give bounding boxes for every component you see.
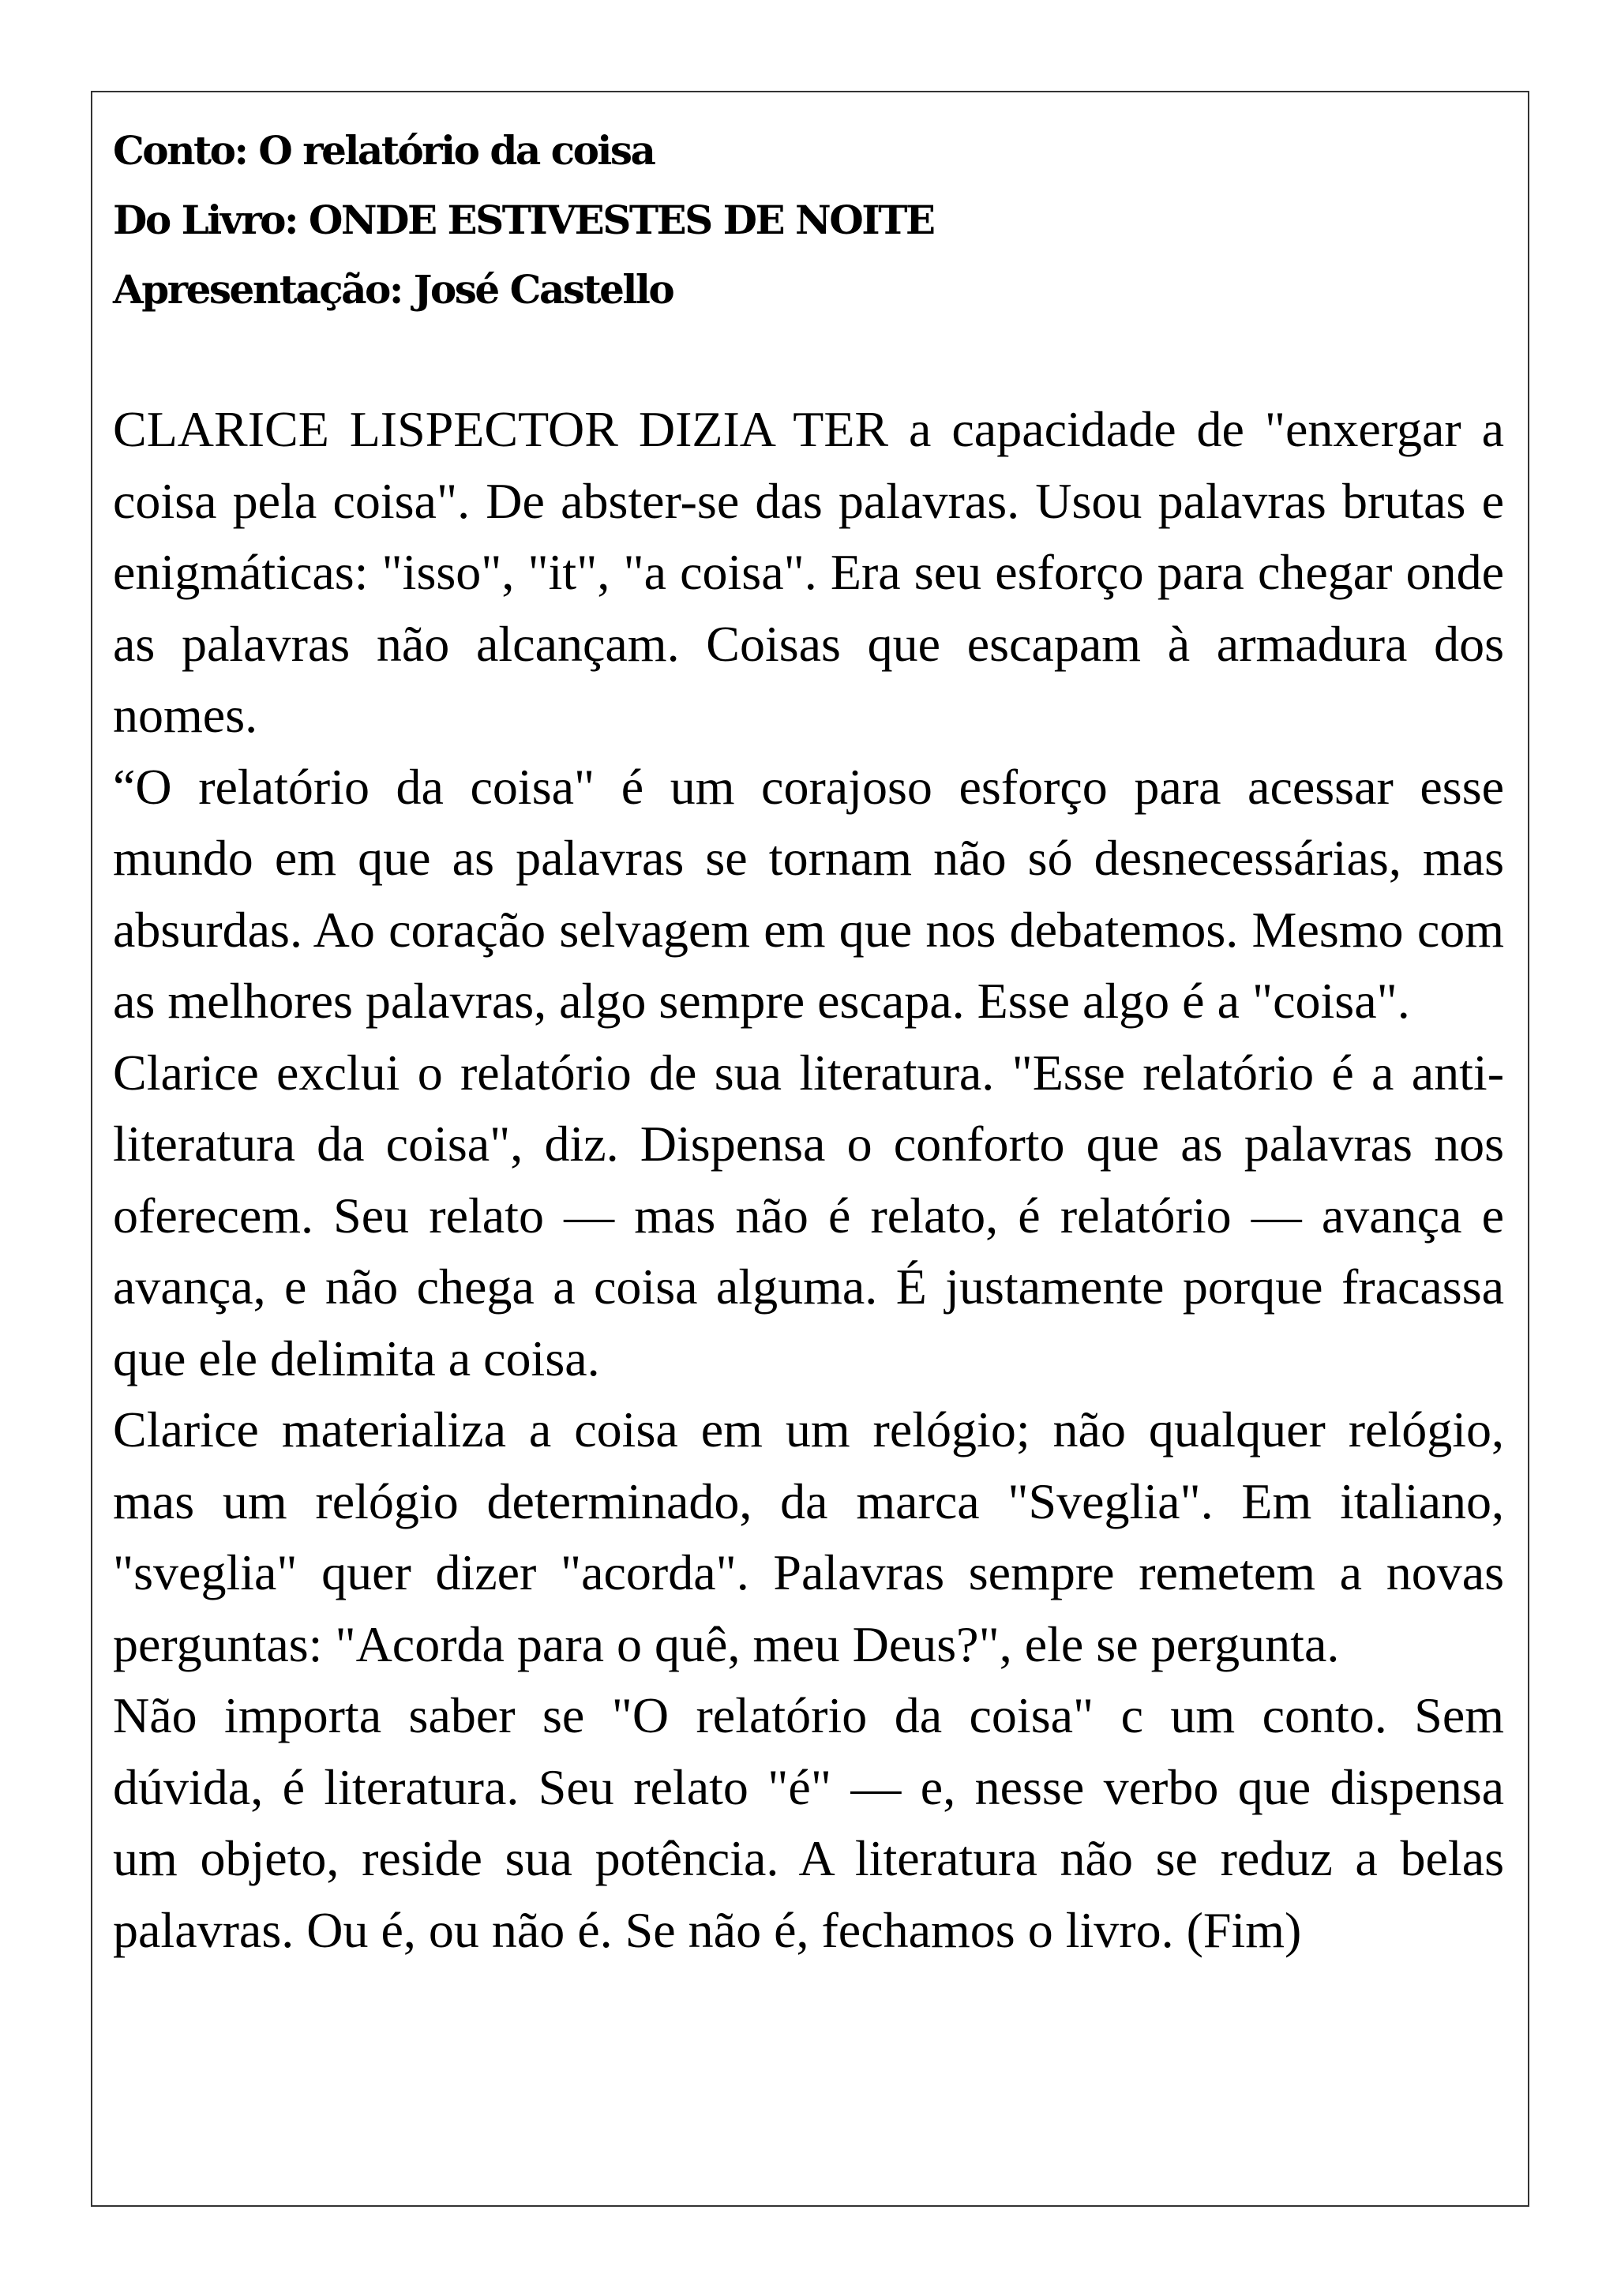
paragraph-1: CLARICE LISPECTOR DIZIA TER a capacidade de "enxergar a coisa pela coisa". De abster-se das palavras. Usou palavras brutas e enigmáticas: "isso", "it", "a coisa". Era seu esforço para chegar onde as palavras não alcançam. Coisas que escapam à armadura dos nomes. <box>113 401 1504 743</box>
story-title: Conto: O relatório da coisa <box>113 127 655 174</box>
document-frame <box>91 91 1529 2207</box>
paragraph-5: Não importa saber se "O relatório da coisa" c um conto. Sem dúvida, é literatura. Seu relato "é" — e, nesse verbo que dispensa um objeto, reside sua potência. A literatura não se reduz a belas palavras. Ou é, ou não é. Se não é, fechamos o livro. (Fim) <box>113 1687 1504 1958</box>
paragraph-3: Clarice exclui o relatório de sua literatura. "Esse relatório é a anti-literatura da coisa", diz. Dispensa o conforto que as palavras nos oferecem. Seu relato — mas não é relato, é relatório — avança e avança, e não chega a coisa alguma. É justamente porque fracassa que ele delimita a coisa. <box>113 1044 1504 1386</box>
paragraph-4: Clarice materializa a coisa em um relógio; não qualquer relógio, mas um relógio determinado, da marca "Sveglia". Em italiano, "sveglia" quer dizer "acorda". Palavras sempre remetem a novas perguntas: "Acorda para o quê, meu Deus?", ele se pergunta. <box>113 1401 1504 1672</box>
paragraph-2: “O relatório da coisa" é um corajoso esforço para acessar esse mundo em que as palavras se tornam não só desnecessárias, mas absurdas. Ao coração selvagem em que nos debatemos. Mesmo com as melhores palavras, algo sempre escapa. Esse algo é a "coisa". <box>113 758 1504 1029</box>
book-title: Do Livro: ONDE ESTIVESTES DE NOITE <box>113 197 934 243</box>
header-spacer <box>113 325 1504 394</box>
presentation-credit: Apresentação: José Castello <box>113 266 673 313</box>
